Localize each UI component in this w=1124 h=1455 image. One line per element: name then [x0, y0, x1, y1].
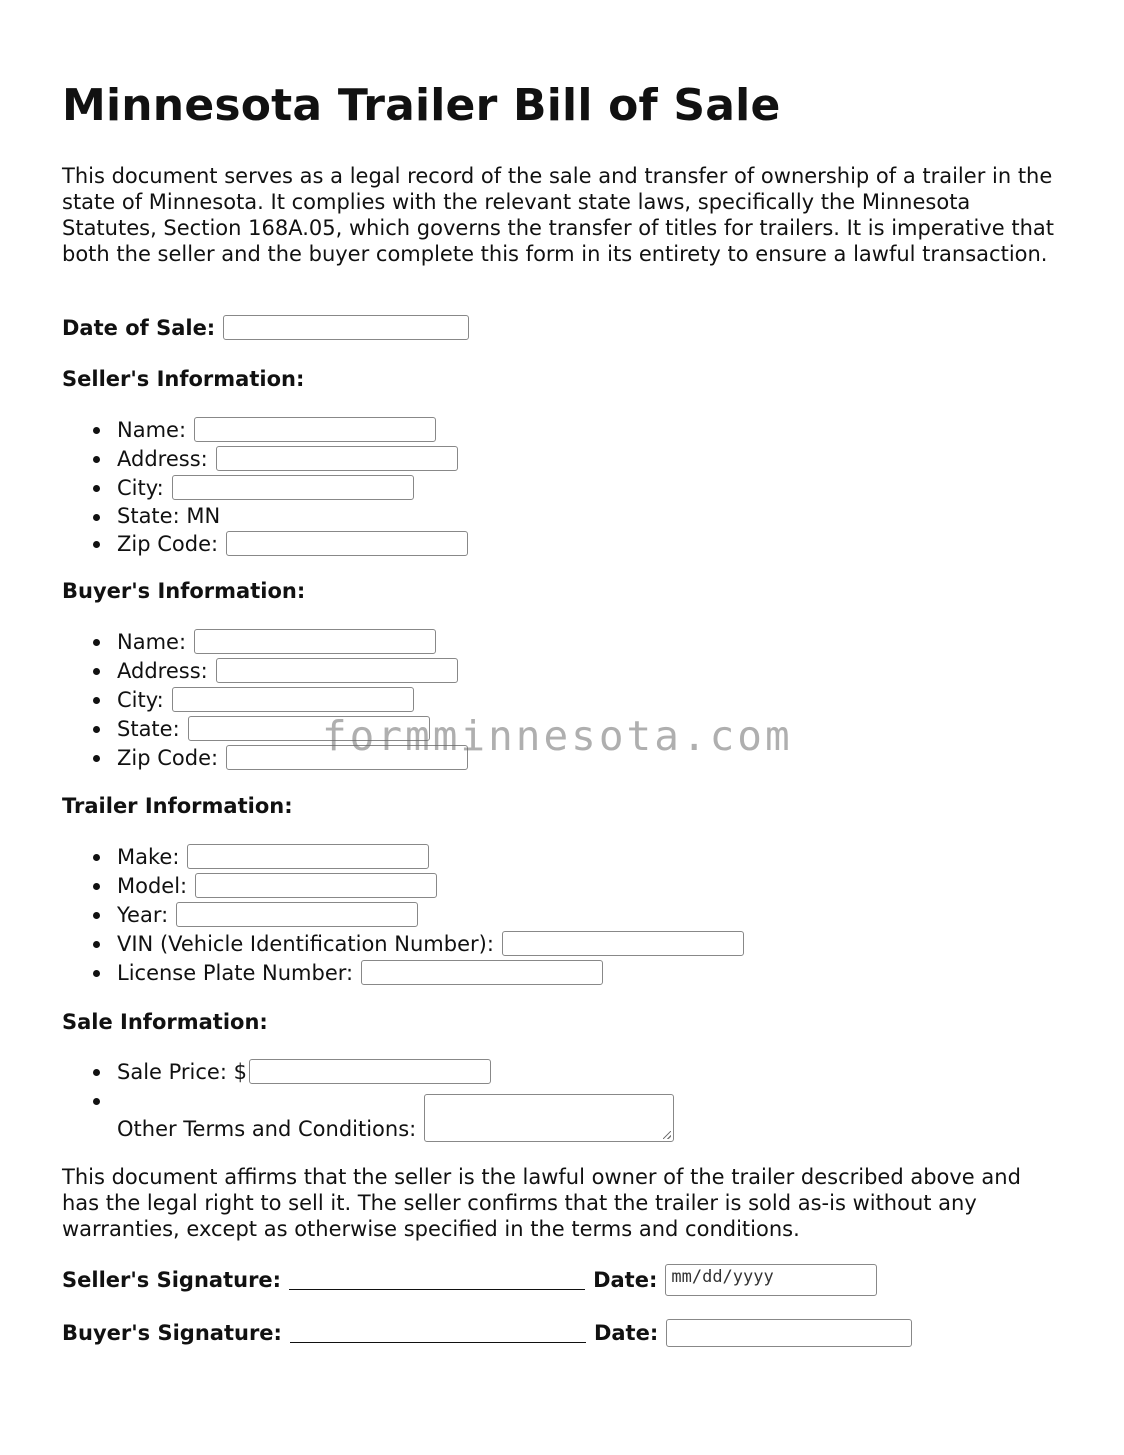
seller-date-label: Date:: [593, 1268, 658, 1292]
buyer-address-item: [117, 656, 468, 685]
buyer-name-label: Name:: [117, 629, 187, 654]
sale-heading: Sale Information:: [62, 1010, 268, 1034]
trailer-model-input[interactable]: [195, 873, 437, 898]
seller-name-label: Name:: [117, 417, 187, 442]
buyer-city-label: City:: [117, 687, 164, 712]
trailer-year-item: [117, 900, 744, 929]
buyer-city-input[interactable]: [172, 687, 414, 712]
seller-city-label: City:: [117, 475, 164, 500]
seller-city-input[interactable]: [172, 475, 414, 500]
buyer-name-item: [117, 627, 468, 656]
resize-grip-icon[interactable]: [663, 1131, 671, 1139]
trailer-vin-input[interactable]: [502, 931, 744, 956]
seller-city-item: [117, 473, 468, 502]
page-title: Minnesota Trailer Bill of Sale: [62, 80, 781, 131]
seller-signature-line[interactable]: [289, 1271, 585, 1290]
sale-terms-textarea[interactable]: [424, 1094, 674, 1142]
seller-zip-input[interactable]: [226, 531, 468, 556]
seller-name-item: [117, 415, 468, 444]
trailer-list: [62, 842, 744, 987]
sale-terms-item: [117, 1086, 674, 1142]
trailer-make-label: Make:: [117, 844, 180, 869]
buyer-state-label: State:: [117, 716, 180, 741]
intro-paragraph: This document serves as a legal record of the sale and transfer of ownership of a trailer in the state of Minnesota. It complies with the relevant state laws, specifically the Minnesota Statutes, Section 168A.05, which governs the transfer of titles for trailers. It is imperative that both the seller and the buyer complete this form in its entirety to ensure a lawful transaction.: [62, 164, 1054, 266]
trailer-heading: Trailer Information:: [62, 794, 293, 818]
buyer-zip-label: Zip Code:: [117, 745, 219, 770]
trailer-vin-label: VIN (Vehicle Identification Number):: [117, 931, 494, 956]
trailer-make-item: [117, 842, 744, 871]
buyer-address-input[interactable]: [216, 658, 458, 683]
seller-list: [62, 415, 468, 558]
trailer-make-input[interactable]: [187, 844, 429, 869]
date-of-sale-row: [62, 315, 469, 340]
buyer-signature-line[interactable]: [290, 1324, 586, 1343]
trailer-plate-item: [117, 958, 744, 987]
trailer-vin-item: [117, 929, 744, 958]
buyer-date-label: Date:: [593, 1321, 659, 1345]
buyer-city-item: [117, 685, 468, 714]
buyer-heading: Buyer's Information:: [62, 579, 306, 603]
seller-state-item: [117, 502, 468, 529]
trailer-model-label: Model:: [117, 873, 188, 898]
buyer-address-label: Address:: [117, 658, 208, 683]
trailer-year-input[interactable]: [176, 902, 418, 927]
seller-address-item: [117, 444, 468, 473]
seller-heading: Seller's Information:: [62, 367, 305, 391]
trailer-plate-input[interactable]: [361, 960, 603, 985]
closing-paragraph: This document affirms that the seller is the lawful owner of the trailer described above and has the legal right to sell it. The seller confirms that the trailer is sold as-is without any warranties, except as otherwise specified in the terms and conditions.: [62, 1165, 1021, 1241]
seller-signature-row: [62, 1264, 877, 1296]
buyer-signature-row: [62, 1319, 912, 1347]
seller-date-input[interactable]: mm/dd/yyyy: [665, 1264, 877, 1296]
trailer-plate-label: License Plate Number:: [117, 960, 354, 985]
trailer-year-label: Year:: [117, 902, 169, 927]
seller-address-label: Address:: [117, 446, 208, 471]
buyer-name-input[interactable]: [194, 629, 436, 654]
sale-price-input[interactable]: [249, 1059, 491, 1084]
date-of-sale-input[interactable]: [223, 315, 469, 340]
seller-zip-label: Zip Code:: [117, 531, 219, 556]
sale-terms-label: Other Terms and Conditions:: [117, 1117, 417, 1141]
watermark-text: formminnesota.com: [322, 712, 793, 760]
seller-zip-item: [117, 529, 468, 558]
seller-state-text: State: MN: [117, 503, 221, 528]
trailer-model-item: [117, 871, 744, 900]
sale-price-label: Sale Price: $: [117, 1059, 247, 1084]
sale-price-item: [117, 1057, 674, 1086]
seller-address-input[interactable]: [216, 446, 458, 471]
seller-signature-label: Seller's Signature:: [62, 1268, 282, 1292]
date-of-sale-label: Date of Sale:: [62, 315, 216, 340]
buyer-signature-label: Buyer's Signature:: [62, 1321, 282, 1345]
seller-name-input[interactable]: [194, 417, 436, 442]
sale-list: [62, 1057, 674, 1142]
buyer-date-input[interactable]: [666, 1319, 912, 1347]
